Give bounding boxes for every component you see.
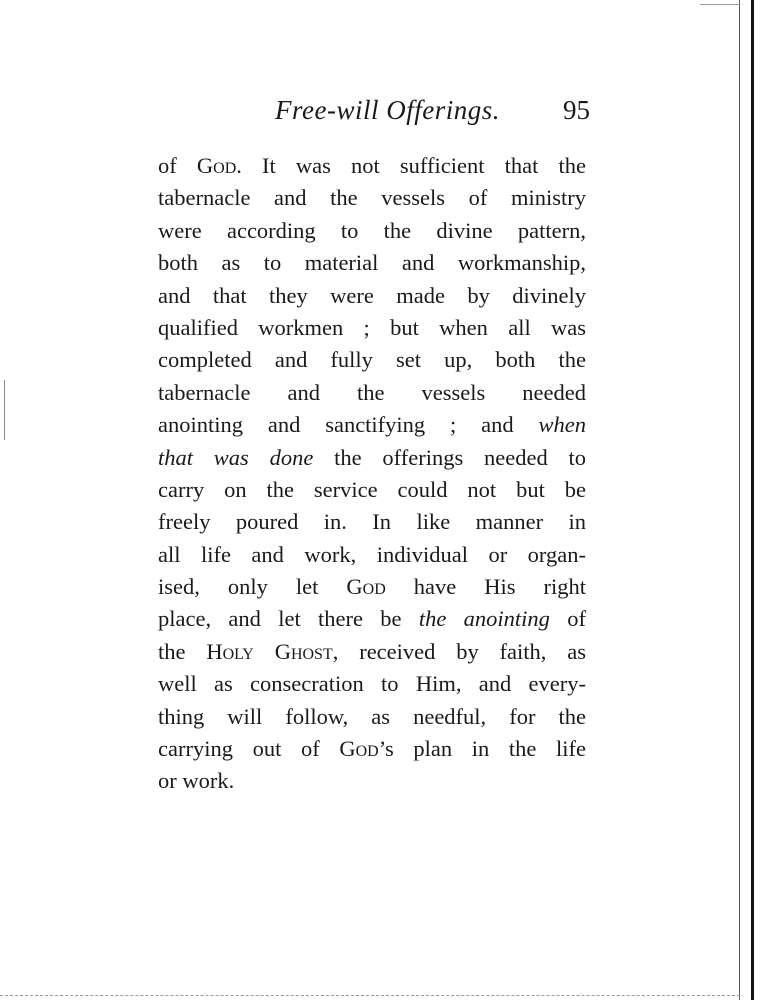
text-run: completed and fully set up, both the [158, 347, 586, 373]
italic-run: when [538, 412, 586, 438]
text-run: . It was not sufficient that the [236, 153, 586, 178]
text-line [158, 312, 586, 344]
text-run: or work. [158, 768, 235, 794]
small-caps-run: Holy Ghost [206, 638, 333, 664]
small-caps-run: God [196, 153, 237, 178]
text-line [158, 474, 586, 506]
text-run: ’s plan in the life [378, 736, 586, 762]
text-run: the offerings needed to [313, 444, 586, 470]
text-run: and that they were made by divinely [158, 282, 586, 308]
text-run: ised, only let [158, 574, 347, 600]
text-line [158, 182, 586, 214]
text-line [158, 377, 586, 409]
text-run: , received by faith, as [332, 638, 586, 664]
text-line [158, 344, 586, 376]
text-run: well as consecration to Him, and every- [158, 671, 586, 697]
text-line [158, 409, 586, 441]
italic-run: the anointing [418, 606, 550, 632]
text-run: freely poured in. In like manner in [158, 509, 586, 535]
text-run: of [158, 153, 197, 178]
text-line [158, 636, 586, 668]
text-run: both as to material and workmanship, [158, 250, 586, 276]
text-run: place, and let there be [158, 606, 419, 632]
text-run: all life and work, individual or organ- [158, 541, 586, 567]
running-title: Free-will Offerings. [275, 95, 500, 125]
text-line [158, 539, 586, 571]
text-line [158, 701, 586, 733]
text-line [158, 733, 586, 765]
text-line [158, 603, 586, 635]
text-run: carrying out of [158, 736, 340, 762]
text-line [158, 247, 586, 279]
text-line [158, 571, 586, 603]
text-run: thing will follow, as needful, for the [158, 703, 586, 729]
text-run: carry on the service could not but be [158, 476, 586, 502]
page-number: 95 [563, 95, 590, 125]
text-line [158, 280, 586, 312]
italic-run: that was done [158, 444, 314, 470]
text-line [158, 506, 586, 538]
body-text [158, 150, 586, 798]
page-edge-top [700, 4, 740, 5]
text-line [158, 765, 586, 797]
text-run: tabernacle and the vessels needed [158, 379, 586, 405]
page-edge-bottom [0, 995, 740, 997]
text-run: were according to the divine pattern, [158, 217, 586, 243]
text-line [158, 215, 586, 247]
text-run: the [158, 638, 207, 664]
page-edge-right-outer [751, 0, 754, 1000]
text-run: anointing and sanctifying ; and [158, 412, 539, 438]
small-caps-run: God [339, 736, 379, 762]
page-edge-left [4, 380, 5, 440]
text-run: have His right [385, 574, 586, 600]
small-caps-run: God [346, 574, 386, 600]
text-run: qualified workmen ; but when all was [158, 314, 586, 340]
text-line [158, 442, 586, 474]
text-run: tabernacle and the vessels of ministry [158, 185, 586, 211]
text-run: of [549, 606, 586, 632]
text-line [158, 668, 586, 700]
text-line [158, 150, 586, 182]
page-edge-right-inner [739, 0, 740, 1000]
